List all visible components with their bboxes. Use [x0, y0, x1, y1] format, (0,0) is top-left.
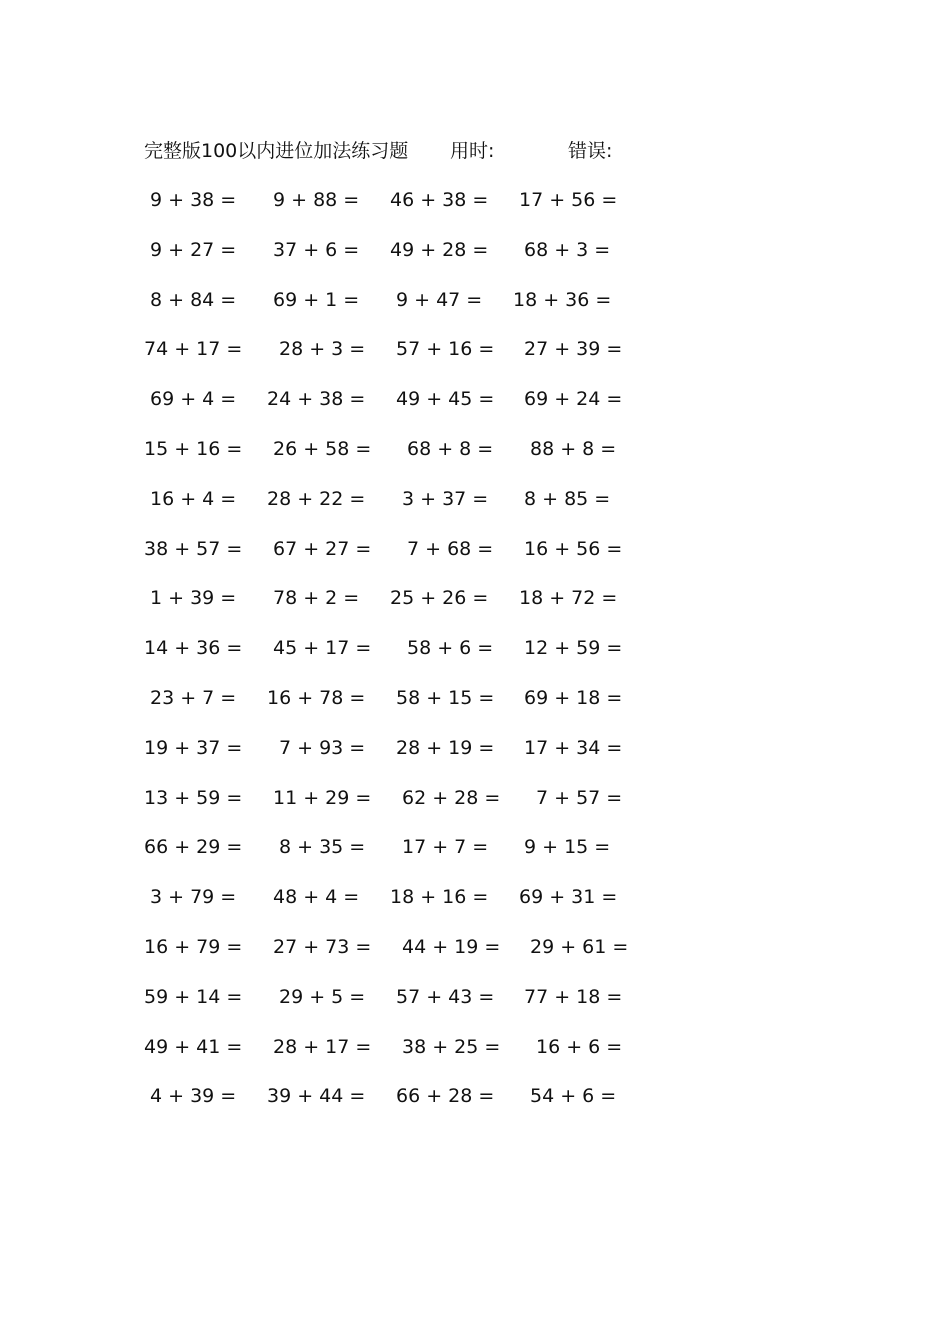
- time-used-label: 用时:: [450, 140, 495, 162]
- addition-problem: 19 + 37 =: [144, 737, 243, 759]
- addition-problem: 4 + 39 =: [150, 1085, 237, 1107]
- addition-problem: 54 + 6 =: [530, 1085, 617, 1107]
- addition-problem: 11 + 29 =: [273, 787, 372, 809]
- problem-row: [0, 584, 950, 614]
- addition-problem: 3 + 79 =: [150, 886, 237, 908]
- addition-problem: 25 + 26 =: [390, 587, 489, 609]
- addition-problem: 62 + 28 =: [402, 787, 501, 809]
- addition-problem: 74 + 17 =: [144, 338, 243, 360]
- addition-problem: 46 + 38 =: [390, 189, 489, 211]
- worksheet-title: 完整版100以内进位加法练习题: [144, 140, 409, 162]
- problem-row: [0, 933, 950, 963]
- addition-problem: 45 + 17 =: [273, 637, 372, 659]
- addition-problem: 67 + 27 =: [273, 538, 372, 560]
- addition-problem: 7 + 68 =: [407, 538, 494, 560]
- addition-problem: 9 + 47 =: [396, 289, 483, 311]
- addition-problem: 59 + 14 =: [144, 986, 243, 1008]
- addition-problem: 9 + 15 =: [524, 836, 611, 858]
- addition-problem: 29 + 61 =: [530, 936, 629, 958]
- addition-problem: 8 + 84 =: [150, 289, 237, 311]
- addition-problem: 66 + 28 =: [396, 1085, 495, 1107]
- addition-problem: 38 + 57 =: [144, 538, 243, 560]
- problem-row: [0, 236, 950, 266]
- addition-problem: 16 + 56 =: [524, 538, 623, 560]
- problem-row: [0, 435, 950, 465]
- addition-problem: 49 + 45 =: [396, 388, 495, 410]
- addition-problem: 78 + 2 =: [273, 587, 360, 609]
- addition-problem: 39 + 44 =: [267, 1085, 366, 1107]
- addition-problem: 9 + 88 =: [273, 189, 360, 211]
- addition-problem: 68 + 8 =: [407, 438, 494, 460]
- addition-problem: 16 + 78 =: [267, 687, 366, 709]
- addition-problem: 49 + 41 =: [144, 1036, 243, 1058]
- addition-problem: 69 + 18 =: [524, 687, 623, 709]
- addition-problem: 28 + 22 =: [267, 488, 366, 510]
- addition-problem: 44 + 19 =: [402, 936, 501, 958]
- addition-problem: 23 + 7 =: [150, 687, 237, 709]
- addition-problem: 68 + 3 =: [524, 239, 611, 261]
- addition-problem: 28 + 17 =: [273, 1036, 372, 1058]
- addition-problem: 13 + 59 =: [144, 787, 243, 809]
- addition-problem: 26 + 58 =: [273, 438, 372, 460]
- addition-problem: 15 + 16 =: [144, 438, 243, 460]
- problem-row: [0, 335, 950, 365]
- problem-row: [0, 286, 950, 316]
- addition-problem: 18 + 16 =: [390, 886, 489, 908]
- addition-problem: 27 + 39 =: [524, 338, 623, 360]
- addition-problem: 17 + 7 =: [402, 836, 489, 858]
- addition-problem: 69 + 31 =: [519, 886, 618, 908]
- problem-row: [0, 983, 950, 1013]
- problem-row: [0, 883, 950, 913]
- addition-problem: 77 + 18 =: [524, 986, 623, 1008]
- addition-problem: 16 + 79 =: [144, 936, 243, 958]
- problem-row: [0, 734, 950, 764]
- addition-problem: 24 + 38 =: [267, 388, 366, 410]
- addition-problem: 8 + 35 =: [279, 836, 366, 858]
- addition-problem: 18 + 72 =: [519, 587, 618, 609]
- addition-problem: 7 + 57 =: [536, 787, 623, 809]
- addition-problem: 69 + 1 =: [273, 289, 360, 311]
- problem-row: [0, 833, 950, 863]
- addition-problem: 3 + 37 =: [402, 488, 489, 510]
- addition-problem: 8 + 85 =: [524, 488, 611, 510]
- addition-problem: 27 + 73 =: [273, 936, 372, 958]
- addition-problem: 49 + 28 =: [390, 239, 489, 261]
- problem-row: [0, 1033, 950, 1063]
- addition-problem: 69 + 4 =: [150, 388, 237, 410]
- problem-row: [0, 186, 950, 216]
- addition-problem: 28 + 3 =: [279, 338, 366, 360]
- addition-problem: 17 + 34 =: [524, 737, 623, 759]
- errors-label: 错误:: [568, 140, 613, 162]
- addition-problem: 57 + 43 =: [396, 986, 495, 1008]
- addition-problem: 88 + 8 =: [530, 438, 617, 460]
- addition-problem: 7 + 93 =: [279, 737, 366, 759]
- addition-problem: 28 + 19 =: [396, 737, 495, 759]
- addition-problem: 58 + 6 =: [407, 637, 494, 659]
- problem-row: [0, 385, 950, 415]
- addition-problem: 16 + 6 =: [536, 1036, 623, 1058]
- problem-row: [0, 784, 950, 814]
- problem-row: [0, 1082, 950, 1112]
- addition-problem: 69 + 24 =: [524, 388, 623, 410]
- addition-problem: 17 + 56 =: [519, 189, 618, 211]
- addition-problem: 9 + 38 =: [150, 189, 237, 211]
- addition-problem: 37 + 6 =: [273, 239, 360, 261]
- addition-problem: 1 + 39 =: [150, 587, 237, 609]
- addition-problem: 57 + 16 =: [396, 338, 495, 360]
- problem-row: [0, 684, 950, 714]
- addition-problem: 29 + 5 =: [279, 986, 366, 1008]
- worksheet-header: [144, 137, 664, 165]
- addition-problem: 18 + 36 =: [513, 289, 612, 311]
- addition-problem: 48 + 4 =: [273, 886, 360, 908]
- addition-problem: 16 + 4 =: [150, 488, 237, 510]
- addition-problem: 58 + 15 =: [396, 687, 495, 709]
- problem-row: [0, 485, 950, 515]
- addition-problem: 9 + 27 =: [150, 239, 237, 261]
- problem-row: [0, 634, 950, 664]
- problem-row: [0, 535, 950, 565]
- addition-problem: 12 + 59 =: [524, 637, 623, 659]
- addition-problem: 14 + 36 =: [144, 637, 243, 659]
- addition-problem: 38 + 25 =: [402, 1036, 501, 1058]
- addition-problem: 66 + 29 =: [144, 836, 243, 858]
